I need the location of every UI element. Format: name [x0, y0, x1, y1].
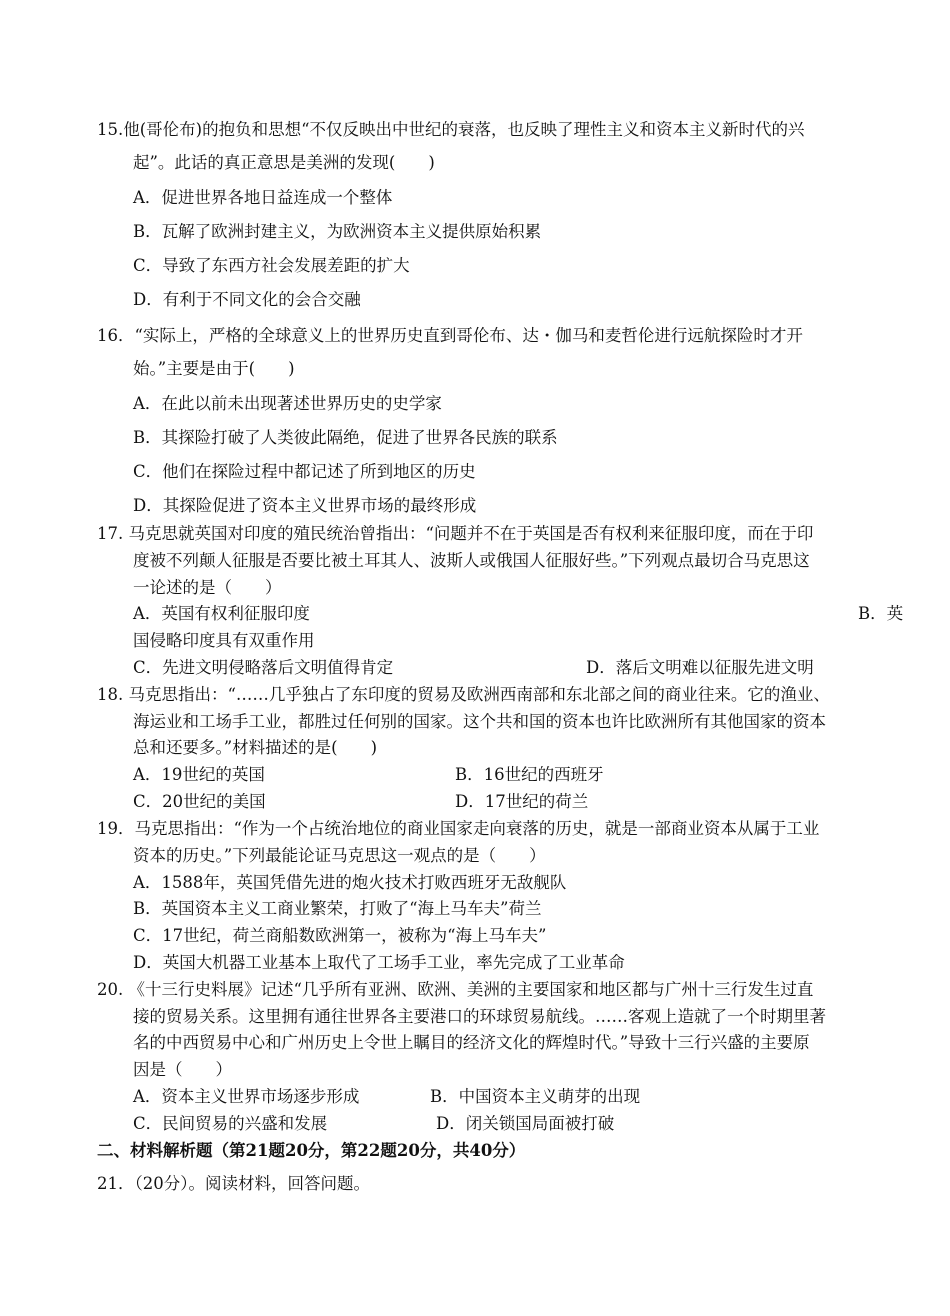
- q17-stem-line3: 一论述的是（ ）: [133, 578, 282, 597]
- q18-option-d: D．17世纪的荷兰: [455, 792, 589, 811]
- q16-option-d: D．其探险促进了资本主义世界市场的最终形成: [133, 496, 477, 515]
- q20-option-d: D．闭关锁国局面被打破: [436, 1114, 615, 1133]
- q21-stem-line1: 21．（20分）。阅读材料，回答问题。: [97, 1174, 370, 1193]
- q16-stem-line2: 始。”主要是由于( ): [133, 359, 295, 378]
- q20-option-a: A．资本主义世界市场逐步形成: [133, 1087, 360, 1106]
- q17-option-d: D．落后文明难以征服先进文明: [586, 658, 814, 677]
- q16-option-a: A．在此以前未出现著述世界历史的史学家: [133, 394, 442, 413]
- q15-option-d: D．有利于不同文化的会合交融: [133, 290, 361, 309]
- q15-stem-line1: 15.他(哥伦布)的抱负和思想“不仅反映出中世纪的衰落，也反映了理性主义和资本主义新时代的兴: [97, 120, 805, 139]
- q19-option-a: A．1588年，英国凭借先进的炮火技术打败西班牙无敌舰队: [133, 873, 567, 892]
- q15-stem-line2: 起”。此话的真正意思是美洲的发现( ): [133, 153, 435, 172]
- q20-stem-line3: 名的中西贸易中心和广州历史上令世上瞩目的经济文化的辉煌时代。”导致十三行兴盛的主要原: [133, 1033, 810, 1052]
- q19-option-b: B．英国资本主义工商业繁荣，打败了“海上马车夫”荷兰: [133, 899, 542, 918]
- q17-option-a: A．英国有权利征服印度: [133, 604, 310, 623]
- q20-option-b: B．中国资本主义萌芽的出现: [430, 1087, 641, 1106]
- q19-stem-line1: 19．马克思指出：“作为一个占统治地位的商业国家走向衰落的历史，就是一部商业资本从属于工业: [97, 819, 820, 838]
- q15-option-b: B．瓦解了欧洲封建主义，为欧洲资本主义提供原始积累: [133, 222, 542, 241]
- q15-option-c: C．导致了东西方社会发展差距的扩大: [133, 256, 410, 275]
- q17-stem-line2: 度被不列颠人征服是否要比被土耳其人、波斯人或俄国人征服好些。”下列观点最切合马克思这: [133, 551, 810, 570]
- q19-option-c: C．17世纪，荷兰商船数欧洲第一，被称为“海上马车夫”: [133, 926, 547, 945]
- q20-stem-line2: 接的贸易关系。这里拥有通往世界各主要港口的环球贸易航线。……客观上造就了一个时期里著: [133, 1007, 826, 1026]
- q17-option-b-part1: B．英: [858, 604, 904, 623]
- q18-stem-line3: 总和还要多。”材料描述的是( ): [133, 738, 378, 757]
- q18-stem-line1: 18. 马克思指出：“……几乎独占了东印度的贸易及欧洲西南部和东北部之间的商业往来。它的渔业、: [97, 685, 830, 704]
- q20-stem-line1: 20. 《十三行史料展》记述“几乎所有亚洲、欧洲、美洲的主要国家和地区都与广州十三行发生过直: [97, 980, 814, 999]
- q18-option-a: A．19世纪的英国: [133, 765, 265, 784]
- q17-option-c: C．先进文明侵略落后文明值得肯定: [133, 658, 394, 677]
- q18-option-c: C．20世纪的美国: [133, 792, 266, 811]
- q18-option-b: B．16世纪的西班牙: [455, 765, 604, 784]
- q20-option-c: C．民间贸易的兴盛和发展: [133, 1114, 328, 1133]
- section-2-heading: 二、材料解析题（第21题20分，第22题20分，共40分）: [97, 1141, 526, 1160]
- q16-stem-line1: 16．“实际上，严格的全球意义上的世界历史直到哥伦布、达・伽马和麦哲伦进行远航探险时才开: [97, 326, 803, 345]
- q16-option-c: C．他们在探险过程中都记述了所到地区的历史: [133, 462, 476, 481]
- q20-stem-line4: 因是（ ）: [133, 1060, 232, 1079]
- q17-stem-line1: 17. 马克思就英国对印度的殖民统治曾指出：“问题并不在于英国是否有权利来征服印度，而在于印: [97, 524, 814, 543]
- q16-option-b: B．其探险打破了人类彼此隔绝，促进了世界各民族的联系: [133, 428, 558, 447]
- q17-option-b-part2: 国侵略印度具有双重作用: [133, 631, 315, 650]
- q19-stem-line2: 资本的历史。”下列最能论证马克思这一观点的是（ ）: [133, 846, 546, 865]
- q19-option-d: D．英国大机器工业基本上取代了工场手工业，率先完成了工业革命: [133, 953, 625, 972]
- q15-option-a: A．促进世界各地日益连成一个整体: [133, 188, 393, 207]
- q18-stem-line2: 海运业和工场手工业，都胜过任何别的国家。这个共和国的资本也许比欧洲所有其他国家的资本: [133, 712, 826, 731]
